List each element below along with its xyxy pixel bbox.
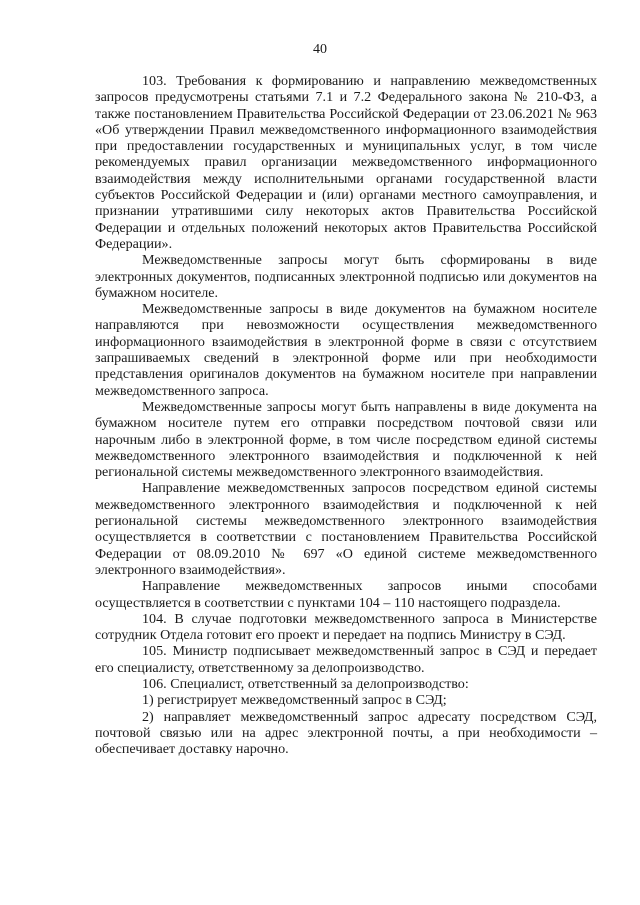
- paragraph-106: 106. Специалист, ответственный за делопроизводство:: [142, 675, 469, 692]
- list-item-2: 2) направляет межведомственный запрос адресату посредством СЭД, почтовой связью или на адрес электронной почты, а при необходимости – обеспечивает доставку нарочно.: [95, 708, 597, 758]
- paragraph-105: 105. Министр подписывает межведомственный запрос в СЭД и передает его специалисту, ответственному за делопроизводство.: [95, 643, 597, 676]
- paragraph-request-forms: Межведомственные запросы могут быть сформированы в виде электронных документов, подписанных электронной подписью или документов на бумажном носителе.: [95, 252, 597, 301]
- paragraph-other-methods: Направление межведомственных запросов иными способами осуществляется в соответствии с пунктами 104 – 110 настоящего подраздела.: [95, 578, 597, 611]
- paragraph-smev-direction: Направление межведомственных запросов посредством единой системы межведомственного электронного взаимодействия и подключенной к ней региональной системы межведомственного электронного взаимодействия осуществляется в соответствии с постановлением Правительства Российской Федерации от 08.09.2010 № 697 «О единой системе межведомственного электронного взаимодействия».: [95, 480, 597, 578]
- document-body: [95, 73, 597, 757]
- paragraph-delivery-methods: Межведомственные запросы могут быть направлены в виде документа на бумажном носителе путем его отправки посредством почтовой связи или нарочным либо в электронной форме, в том числе посредством единой системы межведомственного электронного взаимодействия и подключенной к ней региональной системы межведомственного электронного взаимодействия.: [95, 398, 597, 481]
- paragraph-paper-requests: Межведомственные запросы в виде документов на бумажном носителе направляются при невозможности осуществления межведомственного информационного взаимодействия в электронной форме в связи с отсутствием запрашиваемых сведений в электронной форме или при необходимости представления оригиналов документов на бумажном носителе при направлении межведомственного запроса.: [95, 301, 597, 399]
- page-number: 40: [313, 42, 327, 57]
- list-item-1: 1) регистрирует межведомственный запрос в СЭД;: [142, 692, 447, 709]
- paragraph-104: 104. В случае подготовки межведомственного запроса в Министерстве сотрудник Отдела готовит его проект и передает на подпись Министру в СЭД.: [95, 610, 597, 644]
- paragraph-103: 103. Требования к формированию и направлению межведомственных запросов предусмотрены статьями 7.1 и 7.2 Федерального закона № 210-ФЗ, а также постановлением Правительства Российской Федерации от 23.06.2021 № 963 «Об утверждении Правил межведомственного информационного взаимодействия при предоставлении государственных и муниципальных услуг, в том числе рекомендуемых правил организации межведомственного информационного взаимодействия между исполнительными органами государственной власти субъектов Российской Федерации и (или) органами местного самоуправления, и признании утратившими силу некоторых актов Правительства Российской Федерации и отдельных положений некоторых актов Правительства Российской Федерации».: [95, 73, 597, 252]
